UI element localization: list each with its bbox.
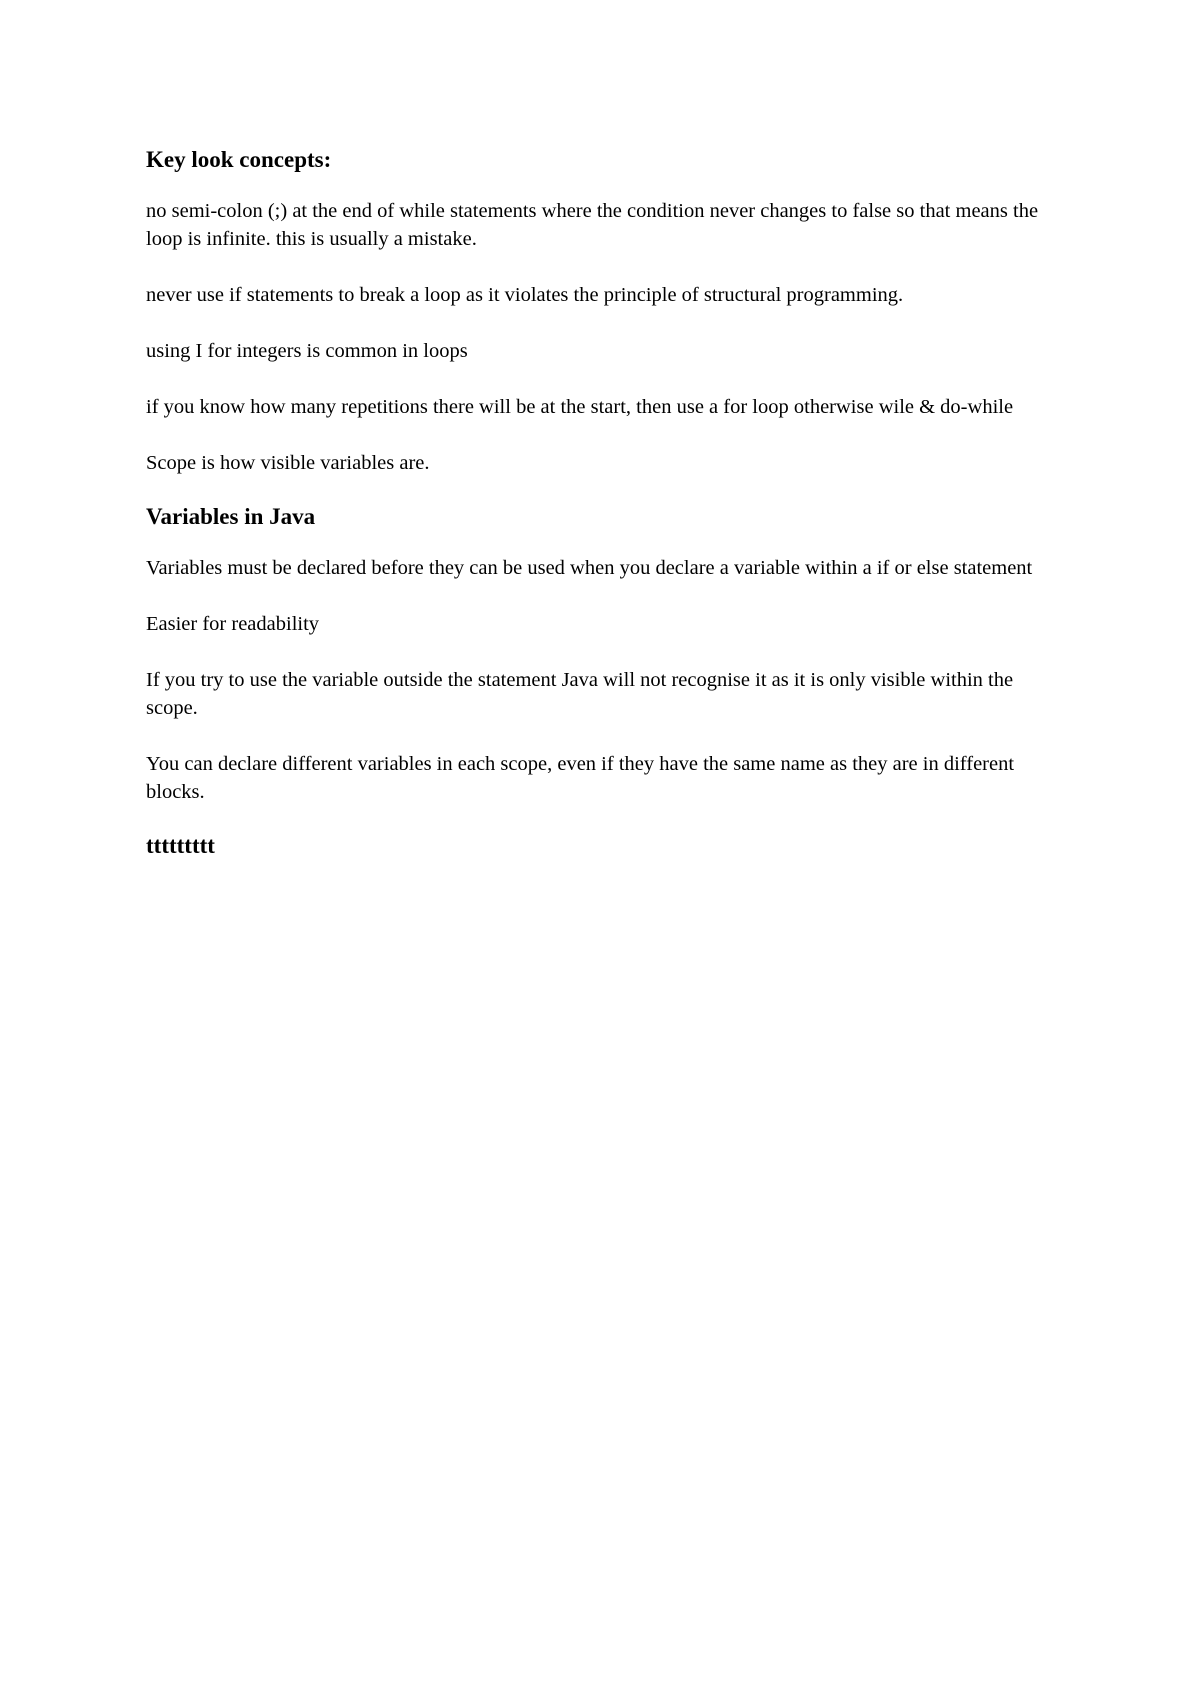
paragraph: You can declare different variables in each scope, even if they have the same name as they are in different blocks. [146,753,1015,803]
paragraph: If you try to use the variable outside the statement Java will not recognise it as it is only visible within the scope. [146,669,1014,719]
document-body [146,146,1066,883]
section-heading-placeholder: ttttttttt [146,833,215,858]
section-heading-key-loop-concepts: Key look concepts: [146,147,332,172]
paragraph: if you know how many repetitions there will be at the start, then use a for loop otherwise wile & do-while [146,396,1014,418]
paragraph: Scope is how visible variables are. [146,452,430,474]
paragraph: Variables must be declared before they can be used when you declare a variable within a if or else statement [146,557,1033,579]
paragraph: using I for integers is common in loops [146,340,468,362]
paragraph: Easier for readability [146,613,320,635]
paragraph: no semi-colon (;) at the end of while statements where the condition never changes to false so that means the loop is infinite. this is usually a mistake. [146,200,1039,250]
section-heading-variables-in-java: Variables in Java [146,504,316,529]
paragraph: never use if statements to break a loop as it violates the principle of structural programming. [146,284,904,306]
